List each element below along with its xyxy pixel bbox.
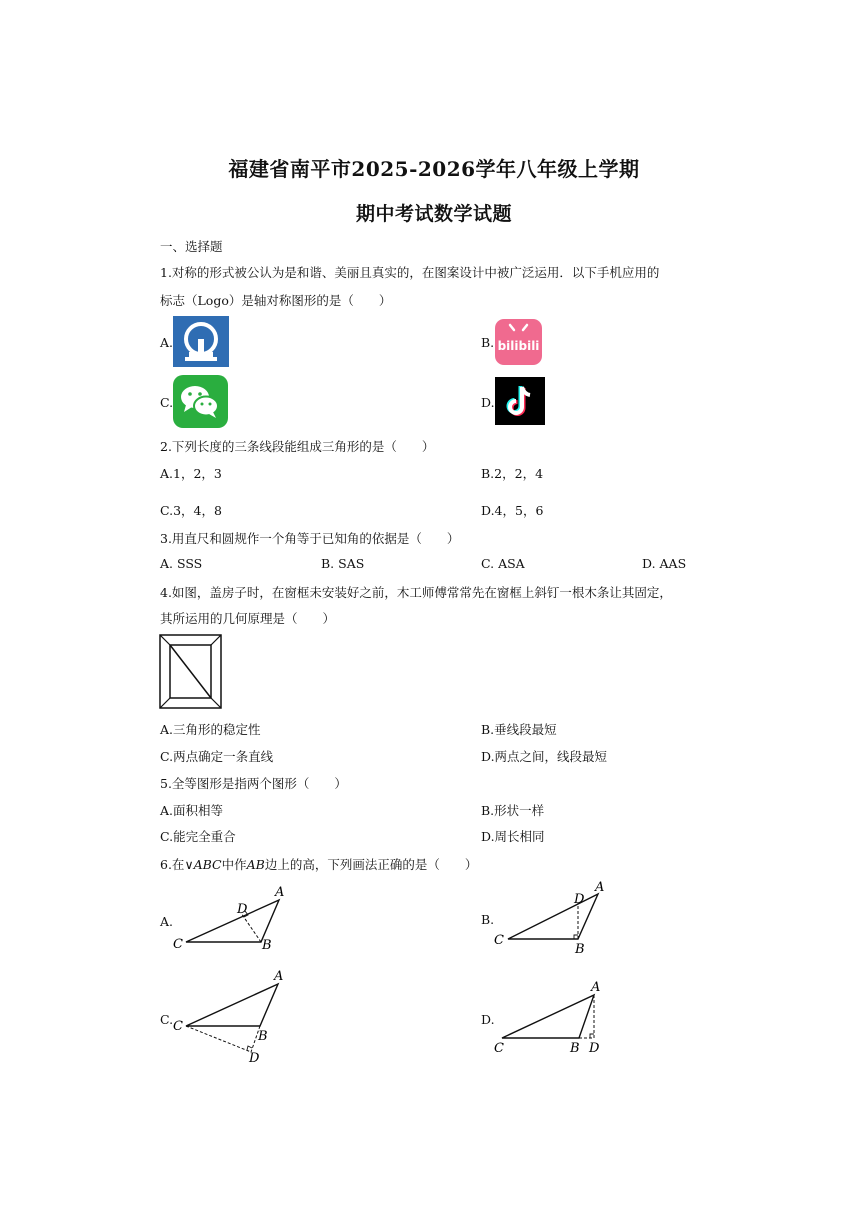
q3-stem: 3.用直尺和圆规作一个角等于已知角的依据是（ ） (160, 531, 460, 546)
q3-option-c: C. ASA (481, 556, 525, 571)
q1-stem-line1: 1.对称的形式被公认为是和谐、美丽且真实的，在图案设计中被广泛运用．以下手机应用的 (160, 265, 660, 280)
q6-stem (160, 855, 477, 873)
railway-logo-icon (173, 316, 229, 367)
section-heading: 一、选择题 (160, 239, 223, 254)
tiktok-logo-icon (495, 377, 545, 425)
q1-option-a-label: A. (160, 335, 174, 350)
q4-stem-line2: 其所运用的几何原理是（ ） (160, 611, 336, 626)
q4-option-c: C.两点确定一条直线 (160, 749, 274, 764)
q1-option-d-label: D. (481, 395, 495, 410)
q6-figure-d (490, 975, 612, 1057)
q4-option-a: A.三角形的稳定性 (160, 722, 261, 737)
title-line-1: 福建省南平市2025-2026学年八年级上学期 (228, 157, 640, 181)
q6d-label-b: B (570, 1041, 580, 1056)
q6c-label-a: A (274, 969, 284, 984)
q6-stem-triangle: ∨ABC (184, 857, 222, 872)
q3-option-b: B. SAS (321, 556, 365, 571)
title-line-2: 期中考试数学试题 (355, 203, 512, 225)
q2-option-b: B.2，2，4 (481, 466, 544, 481)
bilibili-logo-icon (495, 319, 542, 365)
q6d-label-d: D (589, 1041, 600, 1056)
q1-stem-line2: 标志（Logo）是轴对称图形的是（ ） (160, 293, 392, 308)
q6a-label-b: B (262, 938, 272, 953)
q2-stem: 2.下列长度的三条线段能组成三角形的是（ ） (160, 439, 435, 454)
q2-option-d: D.4，5，6 (481, 503, 544, 518)
wechat-logo-icon (173, 375, 228, 428)
q4-stem-line1: 4.如图，盖房子时，在窗框未安装好之前，木工师傅常常先在窗框上斜钉一根木条让其固定， (160, 585, 672, 600)
q5-option-d: D.周长相同 (481, 829, 545, 844)
q6b-label-b: B (575, 942, 585, 957)
q6-stem-mid: 中作 (221, 857, 247, 872)
q6-stem-pre: 6.在 (160, 857, 185, 872)
q6c-label-c: C (173, 1019, 183, 1034)
q2-option-a: A.1，2，3 (160, 466, 222, 481)
q6a-label-a: A (275, 885, 285, 900)
q5-option-a: A.面积相等 (160, 803, 224, 818)
q6a-label-d: D (237, 902, 248, 917)
q6-option-d-label: D. (481, 1012, 495, 1027)
q6b-label-c: C (494, 933, 504, 948)
q6-stem-post: 边上的高，下列画法正确的是（ ） (264, 857, 478, 872)
q6-figure-c (170, 966, 290, 1066)
q5-option-c: C.能完全重合 (160, 829, 236, 844)
q6-figure-a (170, 882, 290, 954)
q3-option-a: A. SSS (160, 556, 203, 571)
q4-option-d: D.两点之间，线段最短 (481, 749, 608, 764)
bilibili-logo-text: bilibili (497, 339, 540, 353)
q6c-label-b: B (258, 1029, 268, 1044)
q3-option-d: D. AAS (642, 556, 687, 571)
q6-option-b-label: B. (481, 912, 495, 927)
q4-option-b: B.垂线段最短 (481, 722, 557, 737)
q1-option-c-label: C. (160, 395, 174, 410)
q6-option-a-label: A. (160, 914, 174, 929)
window-frame-figure (158, 633, 224, 711)
q6-stem-ab: AB (246, 857, 265, 872)
q1-option-b-label: B. (481, 335, 495, 350)
q6b-label-d: D (574, 892, 585, 907)
q6-figure-b (490, 877, 612, 959)
q6d-label-c: C (494, 1041, 504, 1056)
q5-stem: 5.全等图形是指两个图形（ ） (160, 776, 347, 791)
q5-option-b: B.形状一样 (481, 803, 545, 818)
q2-option-c: C.3，4，8 (160, 503, 222, 518)
q6-option-c-label: C. (160, 1012, 174, 1027)
q6d-label-a: A (591, 980, 601, 995)
q6b-label-a: A (595, 880, 605, 895)
q6c-label-d: D (249, 1051, 260, 1066)
q6a-label-c: C (173, 937, 183, 952)
